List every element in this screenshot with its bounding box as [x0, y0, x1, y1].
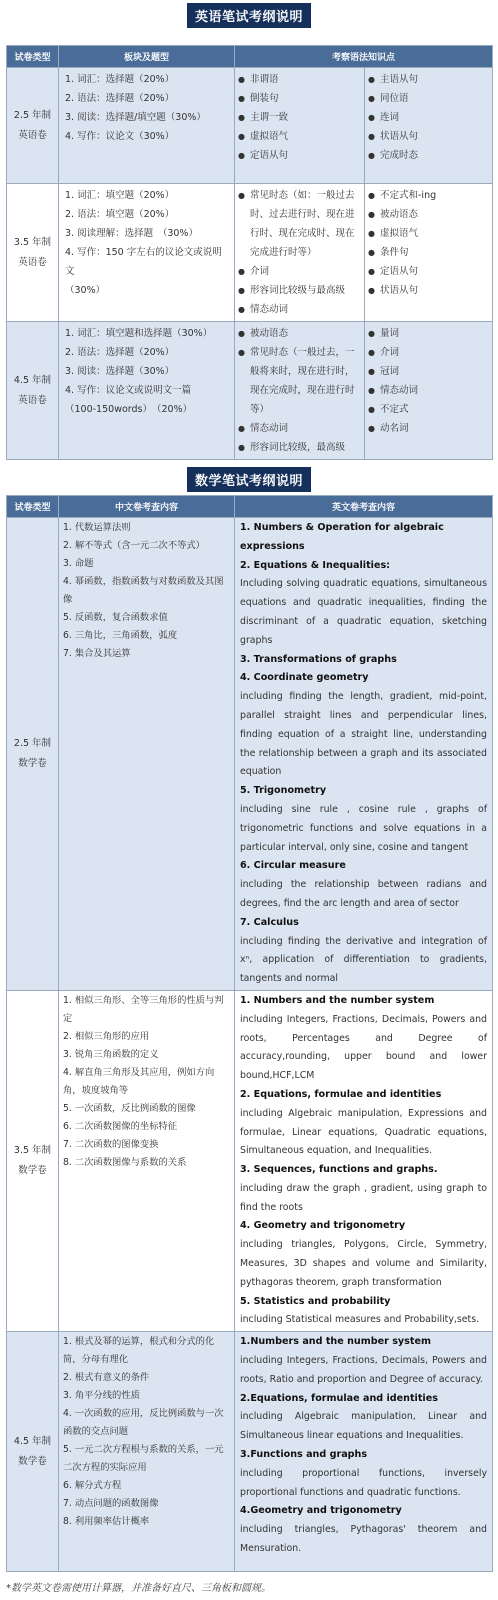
- english-content-cell: [235, 990, 493, 1331]
- bullet-icon: ●: [238, 348, 245, 357]
- english-topic-detail: Including solving quadratic equations, simultaneous equations and quadratic inequalities, finding the discriminant of a quadratic equation, sketching graphs: [240, 578, 487, 646]
- exam-type-label: 2.5 年制: [13, 737, 52, 749]
- english-topic-heading: 2. Equations, formulae and identities: [240, 1088, 442, 1100]
- grammar-point-item: [238, 70, 361, 89]
- grammar-point-text: 情态动词: [250, 423, 289, 434]
- bullet-icon: ●: [368, 113, 375, 122]
- grammar-point-item: [238, 262, 361, 281]
- exam-type-label: 2.5 年制: [13, 109, 52, 121]
- bullet-icon: ●: [238, 94, 245, 103]
- grammar-point-text: 连词: [380, 112, 400, 123]
- grammar-point-item: [368, 419, 489, 438]
- grammar-point-item: [368, 324, 489, 343]
- section-item: 4. 写作：议论文或说明文一篇: [65, 385, 192, 396]
- bullet-icon: ●: [368, 210, 375, 219]
- footnote: *数学英文卷需使用计算器，并准备好直尺、三角板和圆规。: [6, 1583, 271, 1594]
- grammar-point-text: 情态动词: [380, 385, 419, 396]
- english-row: [7, 322, 493, 460]
- header-exam-type: 试卷类型: [7, 496, 59, 518]
- header-chinese-content: 中文卷考查内容: [59, 496, 235, 518]
- grammar-point-text: 定语从句: [250, 150, 289, 161]
- section-item: 1. 词汇：填空题和选择题（30%）: [65, 328, 213, 339]
- english-content-cell: [235, 518, 493, 991]
- chinese-topic-item: 7. 二次函数的图像变换: [63, 1138, 159, 1150]
- header-english-content: 英文卷考查内容: [235, 496, 493, 518]
- chinese-topic-item: 4. 幂函数，指数函数与对数函数及其图像: [63, 576, 224, 605]
- grammar-point-item: [368, 281, 489, 300]
- grammar-point-text: 常见时态（如：一般过去时、过去进行时、现在进行时、现在完成时、现在完成进行时等）: [250, 190, 355, 258]
- chinese-topic-item: 1. 相似三角形、全等三角形的性质与判定: [63, 994, 224, 1024]
- exam-type-cell: [7, 518, 59, 991]
- chinese-topic-item: 4. 解直角三角形及其应用，例如方向角，坡度坡角等: [63, 1066, 215, 1096]
- chinese-topic-item: 2. 根式有意义的条件: [63, 1372, 150, 1384]
- grammar-point-text: 介词: [380, 347, 400, 358]
- exam-type-label: 英语卷: [18, 256, 47, 268]
- chinese-topic-item: 7. 集合及其运算: [63, 648, 131, 659]
- bullet-icon: ●: [238, 191, 245, 200]
- section-item: 2. 语法：填空题（20%）: [65, 209, 175, 220]
- chinese-topic-item: 8. 二次函数图像与系数的关系: [63, 1156, 187, 1168]
- grammar-point-text: 形容词比较级，最高级: [250, 442, 346, 453]
- bullet-icon: ●: [368, 367, 375, 376]
- exam-type-label: 数学卷: [18, 1165, 47, 1177]
- math-header-row: [7, 496, 493, 518]
- grammar-point-text: 形容词比较级与最高级: [250, 285, 346, 296]
- grammar-point-text: 同位语: [380, 93, 409, 104]
- bullet-icon: ●: [368, 75, 375, 84]
- english-topic-detail: including draw the graph , gradient, using graph to find the roots: [240, 1182, 487, 1213]
- english-topic-detail: including sine rule , cosine rule , graphs of trigonometric functions and solve equations in a particular interval, only sine, cosine and tangent: [240, 803, 487, 853]
- bullet-icon: ●: [368, 286, 375, 295]
- bullet-icon: ●: [238, 132, 245, 141]
- chinese-topic-item: 4. 一次函数的应用，反比例函数与一次函数的交点问题: [63, 1408, 224, 1438]
- english-topic-detail: including proportional functions, inversely proportional functions and quadratic functions.: [240, 1467, 487, 1498]
- grammar-point-text: 被动语态: [250, 328, 289, 339]
- english-row: [7, 184, 493, 322]
- section-item: 2. 语法：选择题（20%）: [65, 93, 175, 104]
- english-topic-heading: 2. Equations & Inequalities:: [240, 559, 391, 571]
- grammar-point-text: 常见时态（一般过去，一般将来时，现在进行时，现在完成时，现在进行时等）: [250, 347, 355, 415]
- grammar-point-item: [368, 343, 489, 362]
- bullet-icon: ●: [238, 267, 245, 276]
- bullet-icon: ●: [368, 348, 375, 357]
- grammar-point-text: 完成时态: [380, 150, 419, 161]
- english-topic-detail: including triangles, Pythagoras' theorem and Mensuration.: [240, 1524, 487, 1555]
- bullet-icon: ●: [368, 191, 375, 200]
- bullet-icon: ●: [368, 329, 375, 338]
- grammar-point-text: 动名词: [380, 423, 409, 434]
- grammar-point-item: [368, 381, 489, 400]
- chinese-topic-item: 2. 相似三角形的应用: [63, 1030, 150, 1042]
- section-item: （30%）: [65, 285, 106, 296]
- english-topic-detail: including Integers, Fractions, Decimals, Powers and roots, Percentages and Degree of accuracy,rounding, upper bound and lower bound,HCF,LCM: [240, 1013, 487, 1082]
- grammar-point-text: 不定式和-ing: [380, 190, 437, 201]
- grammar-point-text: 主语从句: [380, 74, 419, 85]
- english-topic-heading: 1. Numbers & Operation for algebraic expressions: [240, 522, 444, 552]
- bullet-icon: ●: [238, 75, 245, 84]
- grammar-point-text: 虚拟语气: [250, 131, 289, 142]
- grammar-point-item: [368, 89, 489, 108]
- english-topic-detail: including Algebraic manipulation, Linear and Simultaneous linear equations and Inequalities.: [240, 1411, 487, 1442]
- grammar-point-text: 量词: [380, 328, 400, 339]
- english-topic-heading: 3.Functions and graphs: [240, 1449, 368, 1461]
- chinese-topic-item: 6. 解分式方程: [63, 1480, 122, 1492]
- exam-type-cell: [7, 68, 59, 184]
- grammar-point-text: 倒装句: [250, 93, 279, 104]
- grammar-point-item: [368, 186, 489, 205]
- chinese-topic-item: 2. 解不等式（含一元二次不等式）: [63, 540, 205, 551]
- bullet-icon: ●: [368, 94, 375, 103]
- grammar-point-text: 非谓语: [250, 74, 279, 85]
- grammar-point-text: 冠词: [380, 366, 400, 377]
- grammar-point-text: 介词: [250, 266, 270, 277]
- english-topic-heading: 1. Numbers and the number system: [240, 994, 435, 1006]
- english-topic-heading: 3. Transformations of graphs: [240, 653, 397, 665]
- chinese-topic-item: 3. 角平分线的性质: [63, 1390, 140, 1402]
- grammar-point-item: [238, 300, 361, 319]
- exam-type-label: 英语卷: [18, 129, 47, 141]
- math-row: [7, 990, 493, 1331]
- chinese-topic-item: 1. 代数运算法则: [63, 522, 131, 533]
- english-topic-detail: including finding the length, gradient, mid-point, parallel straight lines and perpendicular lines, finding equation of a straight line, understanding the relationship between a graph and its associated equation: [240, 691, 487, 778]
- exam-type-cell: [7, 1332, 59, 1572]
- bullet-icon: ●: [238, 329, 245, 338]
- grammar-points-cell: [365, 184, 493, 322]
- bullet-icon: ●: [238, 286, 245, 295]
- grammar-point-text: 主谓一致: [250, 112, 289, 123]
- english-topic-heading: 5. Statistics and probability: [240, 1295, 391, 1307]
- math-outline-table: [6, 495, 493, 1572]
- exam-type-cell: [7, 322, 59, 460]
- grammar-point-text: 状语从句: [380, 285, 419, 296]
- math-exam-title: 数学笔试考纲说明: [0, 467, 498, 492]
- grammar-points-cell: [365, 322, 493, 460]
- chinese-content-cell: [59, 1332, 235, 1572]
- chinese-topic-item: 5. 一次函数，反比例函数的图像: [63, 1102, 196, 1114]
- chinese-topic-item: 1. 根式及幂的运算，根式和分式的化简，分母有理化: [63, 1336, 215, 1366]
- grammar-point-item: [368, 146, 489, 165]
- english-topic-detail: including Statistical measures and Probability,sets.: [240, 1314, 480, 1326]
- grammar-point-text: 不定式: [380, 404, 409, 415]
- english-outline-table: [6, 45, 493, 460]
- grammar-point-item: [238, 419, 361, 438]
- bullet-icon: ●: [238, 305, 245, 314]
- bullet-icon: ●: [238, 151, 245, 160]
- bullet-icon: ●: [238, 443, 245, 452]
- english-topic-heading: 4.Geometry and trigonometry: [240, 1505, 402, 1517]
- grammar-point-item: [368, 243, 489, 262]
- section-item: 3. 阅读：选择题/填空题（30%）: [65, 112, 206, 123]
- english-exam-title: 英语笔试考纲说明: [0, 3, 498, 28]
- grammar-point-text: 被动语态: [380, 209, 419, 220]
- bullet-icon: ●: [368, 132, 375, 141]
- bullet-icon: ●: [238, 424, 245, 433]
- grammar-points-cell: [235, 68, 365, 184]
- grammar-point-text: 情态动词: [250, 304, 289, 315]
- bullet-icon: ●: [368, 424, 375, 433]
- exam-type-label: 4.5 年制: [13, 374, 52, 386]
- exam-type-label: 数学卷: [18, 1455, 47, 1467]
- exam-type-label: 3.5 年制: [13, 1145, 52, 1157]
- grammar-point-item: [368, 362, 489, 381]
- chinese-content-cell: [59, 990, 235, 1331]
- grammar-point-item: [238, 127, 361, 146]
- english-topic-heading: 6. Circular measure: [240, 860, 346, 872]
- grammar-point-item: [238, 324, 361, 343]
- bullet-icon: ●: [368, 151, 375, 160]
- grammar-points-cell: [365, 68, 493, 184]
- english-topic-heading: 5. Trigonometry: [240, 785, 327, 797]
- grammar-point-item: [368, 108, 489, 127]
- exam-type-cell: [7, 184, 59, 322]
- english-topic-detail: including triangles, Polygons, Circle, Symmetry, Measures, 3D shapes and volume and Similarity, pythagoras theorem, graph transformation: [240, 1239, 487, 1288]
- grammar-points-cell: [235, 322, 365, 460]
- grammar-point-item: [238, 186, 361, 262]
- section-item: 4. 写作：议论文（30%）: [65, 131, 175, 142]
- chinese-topic-item: 3. 锐角三角函数的定义: [63, 1048, 159, 1060]
- bullet-icon: ●: [368, 386, 375, 395]
- section-item: （100-150words） （20%）: [65, 404, 193, 415]
- bullet-icon: ●: [238, 113, 245, 122]
- chinese-topic-item: 8. 利用频率估计概率: [63, 1516, 150, 1528]
- grammar-point-item: [238, 343, 361, 419]
- section-item: 2. 语法：选择题（20%）: [65, 347, 175, 358]
- grammar-point-item: [368, 70, 489, 89]
- bullet-icon: ●: [368, 248, 375, 257]
- english-topic-detail: including Algebraic manipulation, Expressions and formulae, Linear equations, Quadratic equations, Simultaneous equation, and Inequalities.: [240, 1107, 487, 1157]
- grammar-point-text: 条件句: [380, 247, 409, 258]
- chinese-topic-item: 3. 命题: [63, 558, 94, 569]
- section-item: 4. 写作：150 字左右的议论文或说明文: [65, 247, 222, 277]
- math-row: [7, 518, 493, 991]
- sections-cell: [59, 68, 235, 184]
- grammar-point-item: [368, 262, 489, 281]
- english-topic-heading: 1.Numbers and the number system: [240, 1336, 431, 1348]
- grammar-point-text: 状语从句: [380, 131, 419, 142]
- exam-type-label: 英语卷: [18, 394, 47, 406]
- english-topic-heading: 3. Sequences, functions and graphs.: [240, 1164, 438, 1176]
- chinese-topic-item: 7. 动点问题的函数图像: [63, 1498, 159, 1510]
- english-topic-detail: including Integers, Fractions, Decimals, Powers and roots, Ratio and proportion and Degree of accuracy.: [240, 1355, 487, 1385]
- section-item: 1. 词汇：填空题（20%）: [65, 190, 175, 201]
- sections-cell: [59, 322, 235, 460]
- bullet-icon: ●: [368, 229, 375, 238]
- english-topic-heading: 2.Equations, formulae and identities: [240, 1392, 438, 1404]
- exam-type-cell: [7, 990, 59, 1331]
- english-header-row: [7, 46, 493, 68]
- chinese-topic-item: 5. 反函数，复合函数求值: [63, 612, 168, 623]
- header-grammar-points: 考察语法知识点: [235, 46, 493, 68]
- chinese-topic-item: 5. 一元二次方程根与系数的关系，一元二次方程的实际应用: [63, 1444, 224, 1474]
- english-topic-detail: including the relationship between radians and degrees, find the arc length and area of sector: [240, 879, 487, 909]
- exam-type-label: 数学卷: [18, 757, 47, 769]
- bullet-icon: ●: [368, 267, 375, 276]
- grammar-point-item: [238, 89, 361, 108]
- bullet-icon: ●: [368, 405, 375, 414]
- math-row: [7, 1332, 493, 1572]
- grammar-point-item: [368, 205, 489, 224]
- english-topic-heading: 4. Coordinate geometry: [240, 672, 369, 684]
- grammar-point-text: 虚拟语气: [380, 228, 419, 239]
- section-item: 3. 阅读：选择题（30%）: [65, 366, 175, 377]
- chinese-content-cell: [59, 518, 235, 991]
- english-row: [7, 68, 493, 184]
- grammar-point-item: [368, 127, 489, 146]
- header-exam-type: 试卷类型: [7, 46, 59, 68]
- header-sections: 板块及题型: [59, 46, 235, 68]
- section-item: 3. 阅读理解：选择题 （30%）: [65, 228, 198, 239]
- chinese-topic-item: 6. 三角比，三角函数，弧度: [63, 630, 178, 641]
- chinese-topic-item: 6. 二次函数图像的坐标特征: [63, 1120, 178, 1132]
- english-topic-detail: including finding the derivative and integration of xⁿ, application of differentiation to gradients, tangents and normal: [240, 935, 487, 985]
- english-topic-heading: 4. Geometry and trigonometry: [240, 1220, 406, 1232]
- grammar-point-text: 定语从句: [380, 266, 419, 277]
- exam-type-label: 3.5 年制: [13, 236, 52, 248]
- english-content-cell: [235, 1332, 493, 1572]
- grammar-point-item: [238, 146, 361, 165]
- exam-type-label: 4.5 年制: [13, 1435, 52, 1447]
- grammar-points-cell: [235, 184, 365, 322]
- grammar-point-item: [238, 281, 361, 300]
- section-item: 1. 词汇：选择题（20%）: [65, 74, 175, 85]
- sections-cell: [59, 184, 235, 322]
- grammar-point-item: [238, 438, 361, 457]
- grammar-point-item: [238, 108, 361, 127]
- grammar-point-item: [368, 224, 489, 243]
- grammar-point-item: [368, 400, 489, 419]
- english-topic-heading: 7. Calculus: [240, 916, 299, 928]
